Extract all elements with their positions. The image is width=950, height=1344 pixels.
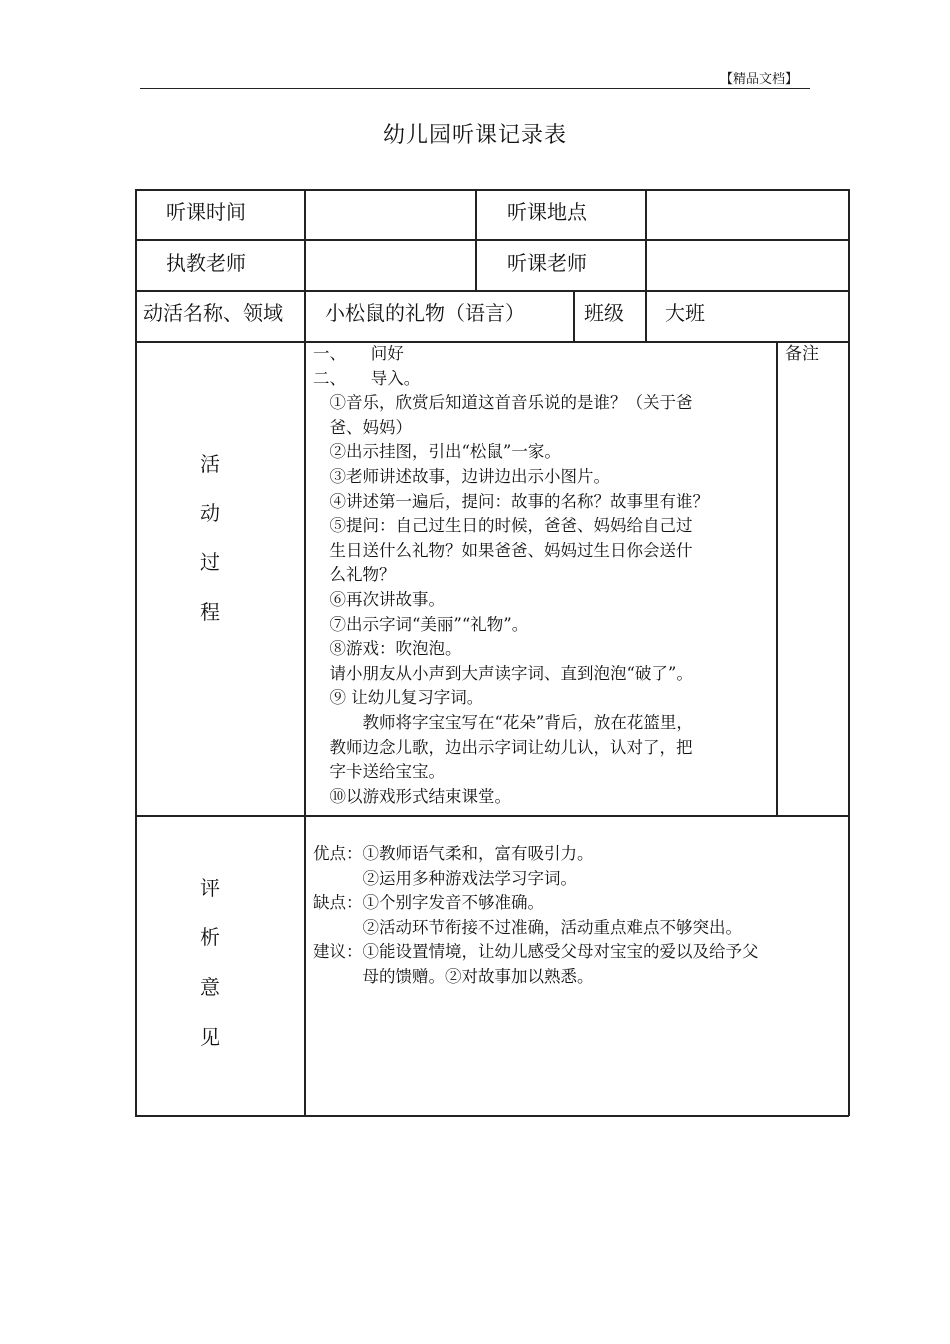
process-label-char: 程	[200, 600, 220, 624]
analysis-line: ②运用多种游戏法学习字词。	[313, 868, 577, 888]
process-line: ③老师讲述故事，边讲边出示小图片。	[313, 466, 610, 486]
time-label: 听课时间	[166, 200, 246, 224]
process-content	[313, 342, 775, 809]
table-border-top	[135, 189, 849, 191]
table-col-divider-3	[645, 189, 647, 291]
analysis-line: 缺点：①个别字发音不够准确。	[313, 893, 544, 913]
process-line: 爸、妈妈）	[313, 417, 412, 437]
process-line: 请小朋友从小声到大声读字词、直到泡泡“破了”。	[313, 663, 693, 683]
remarks-label: 备注	[785, 344, 819, 364]
process-line: 一、 问好	[313, 344, 404, 363]
process-line: ⑩以游戏形式结束课堂。	[313, 786, 511, 806]
table-border-bottom	[135, 1115, 849, 1117]
process-line: 教师边念儿歌，边出示字词让幼儿认，认对了，把	[313, 737, 693, 757]
process-line: ②出示挂图，引出“松鼠”一家。	[313, 442, 561, 462]
analysis-line: 优点：①教师语气柔和，富有吸引力。	[313, 844, 594, 863]
header-mark: 【精品文档】	[720, 72, 799, 87]
analysis-label-char: 见	[200, 1025, 220, 1049]
analysis-label-char: 意	[200, 975, 220, 999]
process-line: 教师将字宝宝写在“花朵”背后，放在花篮里，	[313, 712, 693, 732]
process-line: ④讲述第一遍后，提问：故事的名称？故事里有谁？	[313, 491, 709, 511]
table-col-divider-class-left	[573, 290, 575, 342]
process-line: 字卡送给宝宝。	[313, 762, 445, 782]
process-line: ⑦出示字词“美丽”“礼物”。	[313, 614, 529, 634]
class-label: 班级	[584, 301, 624, 325]
activity-value: 小松鼠的礼物（语言）	[325, 301, 525, 325]
process-line: ⑨ 让幼儿复习字词。	[313, 688, 484, 708]
process-line: 二、 导入。	[313, 368, 421, 388]
process-line: ①音乐，欣赏后知道这首音乐说的是谁？（关于爸	[313, 393, 693, 413]
table-border-left	[135, 189, 137, 1116]
analysis-content	[313, 842, 845, 990]
analysis-label-char: 评	[200, 876, 220, 900]
process-line: 生日送什么礼物？如果爸爸、妈妈过生日你会送什	[313, 540, 693, 560]
process-line: ⑥再次讲故事。	[313, 589, 445, 609]
process-line: ⑧游戏：吹泡泡。	[313, 639, 462, 659]
process-label-char: 活	[200, 452, 220, 476]
table-rule-row1	[135, 239, 849, 241]
observer-label: 听课老师	[507, 251, 587, 275]
analysis-line: 建议：①能设置情境，让幼儿感受父母对宝宝的爱以及给予父	[313, 942, 759, 962]
analysis-label-char: 析	[200, 925, 220, 949]
process-label-char: 过	[200, 550, 220, 574]
table-col-divider-class-right	[645, 290, 647, 342]
table-col-divider-2	[475, 189, 477, 291]
process-line: 么礼物？	[313, 565, 396, 585]
header-rule	[140, 88, 810, 89]
process-line: ⑤提问：自己过生日的时候，爸爸、妈妈给自己过	[313, 516, 693, 536]
analysis-line: 母的馈赠。②对故事加以熟悉。	[313, 966, 594, 986]
table-rule-row2	[135, 290, 849, 292]
process-label-char: 动	[200, 501, 220, 525]
table-col-divider-1	[304, 189, 306, 1116]
table-rule-process	[135, 815, 849, 817]
page-title: 幼儿园听课记录表	[382, 123, 567, 148]
class-value: 大班	[665, 301, 705, 325]
teacher-label: 执教老师	[166, 251, 246, 275]
place-label: 听课地点	[507, 200, 587, 224]
analysis-line: ②活动环节衔接不过准确，活动重点难点不够突出。	[313, 917, 742, 937]
table-col-divider-remarks	[776, 341, 778, 816]
table-border-right	[848, 189, 850, 1116]
activity-label: 动活名称、领域	[143, 301, 283, 325]
